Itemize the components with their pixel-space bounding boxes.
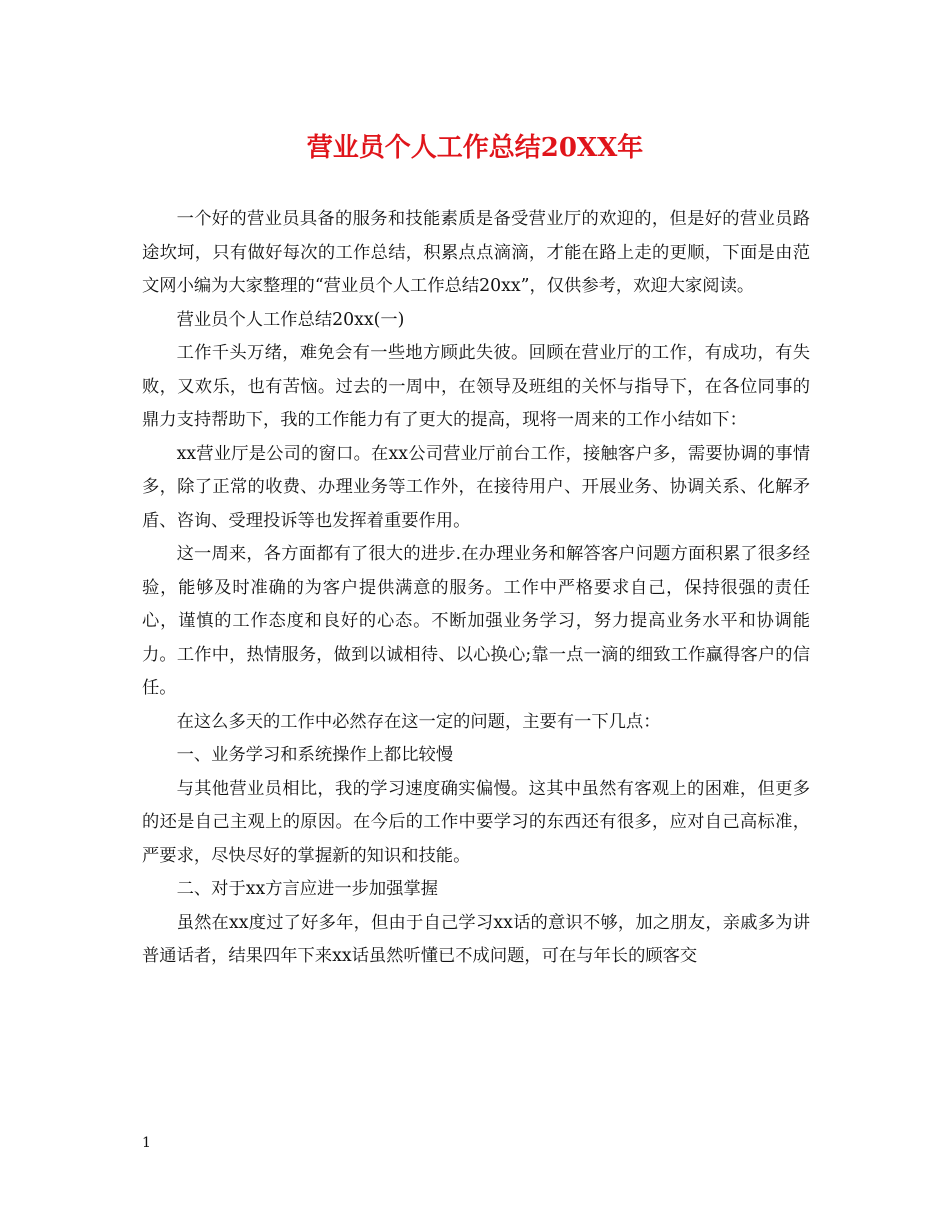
section-heading: 营业员个人工作总结20xx(一)	[176, 309, 405, 330]
paragraph: 工作千头万绪，难免会有一些地方顾此失彼。回顾在营业厅的工作，有成功，有失败，又欢乐，也有苦恼。过去的一周中，在领导及班组的关怀与指导下，在各位同事的鼎力支持帮助下，我的工作能力有了更大的提高，现将一周来的工作小结如下：	[142, 343, 810, 430]
paragraph: 与其他营业员相比，我的学习速度确实偏慢。这其中虽然有客观上的困难，但更多的还是自己主观上的原因。在今后的工作中要学习的东西还有很多，应对自己高标准，严要求，尽快尽好的掌握新的知识和技能。	[142, 778, 810, 866]
page-number: 1	[142, 1135, 151, 1151]
subheading-1: 一、业务学习和系统操作上都比较慢	[176, 745, 454, 765]
paragraph-intro: 一个好的营业员具备的服务和技能素质是备受营业厅的欢迎的，但是好的营业员路途坎坷，只有做好每次的工作总结，积累点点滴滴，才能在路上走的更顺，下面是由范文网小编为大家整理的“营业员个人工作总结20xx”，仅供参考，欢迎大家阅读。	[142, 209, 810, 296]
document-title: 营业员个人工作总结20XX年	[306, 133, 644, 163]
paragraph: 在这么多天的工作中必然存在这一定的问题，主要有一下几点：	[176, 711, 661, 732]
subheading-2: 二、对于xx方言应进一步加强掌握	[176, 879, 439, 899]
paragraph: 虽然在xx度过了好多年，但由于自己学习xx话的意识不够，加之朋友，亲戚多为讲普通话者，结果四年下来xx话虽然听懂已不成问题，可在与年长的顾客交	[142, 912, 810, 966]
document-body	[142, 203, 810, 974]
paragraph: 这一周来，各方面都有了很大的进步.在办理业务和解答客户问题方面积累了很多经验，能够及时准确的为客户提供满意的服务。工作中严格要求自己，保持很强的责任心，谨慎的工作态度和良好的心态。不断加强业务学习，努力提高业务水平和协调能力。工作中，热情服务，做到以诚相待、以心换心;靠一点一滴的细致工作赢得客户的信任。	[142, 544, 810, 698]
paragraph: xx营业厅是公司的窗口。在xx公司营业厅前台工作，接触客户多，需要协调的事情多，除了正常的收费、办理业务等工作外，在接待用户、开展业务、协调关系、化解矛盾、咨询、受理投诉等也发挥着重要作用。	[142, 443, 810, 531]
